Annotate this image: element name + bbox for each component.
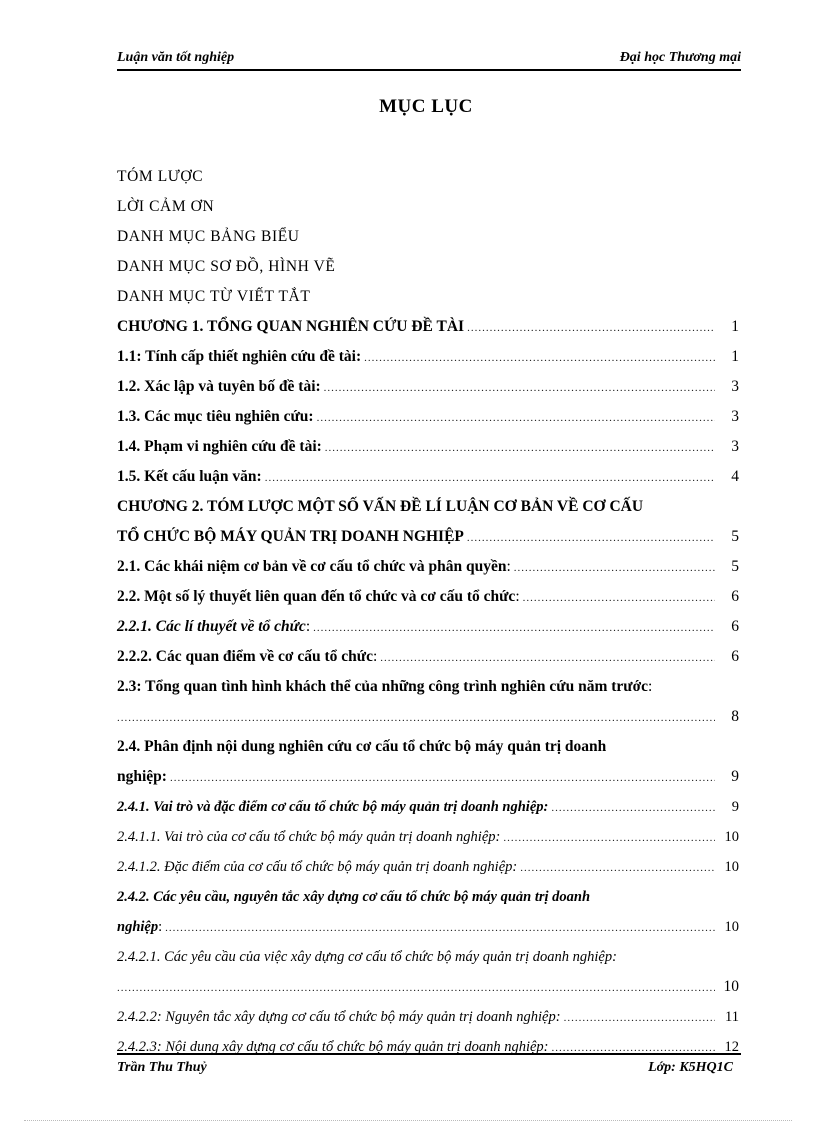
page-footer <box>117 1053 741 1075</box>
toc-page-number: 9 <box>731 768 739 785</box>
toc-entry-title: 1.1: Tính cấp thiết nghiên cứu đề tài: <box>117 348 362 365</box>
page-title: MỤC LỤC <box>379 96 473 117</box>
toc-entry-chapter-2-line1: CHƯƠNG 2. TÓM LƯỢC MỘT SỐ VẤN ĐỀ LÍ LUẬN CƠ BẢN VỀ CƠ CẤU <box>117 498 644 515</box>
toc-entry-1-2 <box>117 372 739 402</box>
header-left: Luận văn tốt nghiệp <box>117 50 235 65</box>
toc-entry-1-1 <box>117 342 739 372</box>
toc-entry-title: nghiệp <box>117 919 159 935</box>
toc-entry-title: CHƯƠNG 1. TỔNG QUAN NGHIÊN CỨU ĐỀ TÀI <box>117 318 465 335</box>
toc-entry-title: TỔ CHỨC BỘ MÁY QUẢN TRỊ DOANH NGHIỆP <box>117 528 464 545</box>
toc-entry-suffix: : <box>372 648 378 665</box>
toc-entry-2-2 <box>117 582 739 612</box>
toc-entry-title: 2.3: Tổng quan tình hình khách thể của những công trình nghiên cứu năm trước <box>117 678 649 695</box>
toc-entry-2-4-1 <box>117 792 739 822</box>
toc-page-number: 10 <box>724 829 739 845</box>
toc-entry-chapter-2 <box>117 522 739 552</box>
toc-front-summary: TÓM LƯỢC <box>117 168 204 185</box>
toc-entry-title: nghiệp: <box>117 768 167 785</box>
toc-entry-chapter-1 <box>117 312 739 342</box>
toc-entry-suffix: : <box>158 919 163 935</box>
toc-entry-2-2-1 <box>117 612 739 642</box>
toc-entry-2-2-2 <box>117 642 739 672</box>
page-bottom-divider <box>24 1120 792 1121</box>
toc-entry-2-3-line1 <box>117 672 739 702</box>
header-right: Đại học Thương mại <box>619 50 741 65</box>
toc-front-figures: DANH MỤC SƠ ĐỒ, HÌNH VẼ <box>117 258 336 275</box>
page-header <box>117 50 741 71</box>
toc-page-number: 11 <box>725 1009 739 1025</box>
toc-page-number: 5 <box>731 558 739 575</box>
toc-entry-title: 1.2. Xác lập và tuyên bố đề tài: <box>117 378 321 395</box>
toc-page-number: 3 <box>731 378 739 395</box>
toc-entry-title: 1.5. Kết cấu luận văn: <box>117 468 262 485</box>
toc-entry-2-4-2-line1: 2.4.2. Các yêu cầu, nguyên tắc xây dựng cơ cấu tổ chức bộ máy quản trị doanh <box>117 889 591 905</box>
footer-author: Trần Thu Thuỷ <box>117 1060 207 1075</box>
toc-page-number: 5 <box>731 528 739 545</box>
toc-page-number: 1 <box>731 318 739 335</box>
toc-entry-2-4-2-1-line1: 2.4.2.1. Các yêu cầu của việc xây dựng cơ cấu tổ chức bộ máy quản trị doanh nghiệp: <box>117 949 617 965</box>
toc-page-number: 10 <box>723 978 739 995</box>
toc-front-abbreviations: DANH MỤC TỪ VIẾT TẮT <box>117 288 311 305</box>
toc-page-number: 6 <box>731 618 739 635</box>
table-of-contents <box>117 162 739 1062</box>
toc-entry-title: 2.1. Các khái niệm cơ bản về cơ cấu tổ chức và phân quyền <box>117 558 507 575</box>
toc-entry-2-3 <box>117 702 739 732</box>
toc-entry-title: 1.3. Các mục tiêu nghiên cứu: <box>117 408 314 425</box>
toc-entry-title: 2.2.1. Các lí thuyết về tổ chức <box>117 618 306 635</box>
toc-entry-title: 2.4.2.2: Nguyên tắc xây dựng cơ cấu tổ chức bộ máy quản trị doanh nghiệp: <box>117 1009 561 1025</box>
toc-entry-2-4-2-1 <box>117 972 739 1002</box>
toc-page-number: 1 <box>731 348 739 365</box>
toc-page-number: 3 <box>731 438 739 455</box>
toc-entry-suffix: : <box>515 588 520 605</box>
toc-entry-suffix: : <box>305 618 311 635</box>
toc-entry-2-4-1-1 <box>117 822 739 852</box>
toc-front-tables: DANH MỤC BẢNG BIỂU <box>117 228 300 245</box>
toc-page-number: 3 <box>731 408 739 425</box>
toc-entry-1-4 <box>117 432 739 462</box>
toc-entry-title: 2.4.1. Vai trò và đặc điểm cơ cấu tổ chức bộ máy quản trị doanh nghiệp: <box>117 799 549 815</box>
toc-entry-title: 2.4.2.3: Nội dung xây dựng cơ cấu tổ chức bộ máy quản trị doanh nghiệp: <box>117 1039 549 1055</box>
toc-page-number: 10 <box>724 919 739 935</box>
toc-entry-title: 2.2.2. Các quan điểm về cơ cấu tổ chức <box>117 648 373 665</box>
toc-entry-title: 2.2. Một số lý thuyết liên quan đến tổ chức và cơ cấu tổ chức <box>117 588 516 605</box>
toc-entry-2-4-2-2 <box>117 1002 739 1032</box>
toc-entry-suffix: : <box>648 678 653 695</box>
toc-page-number: 12 <box>724 1039 739 1055</box>
toc-page-number: 4 <box>731 468 739 485</box>
toc-entry-2-4-1-2 <box>117 852 739 882</box>
toc-entry-2-4 <box>117 762 739 792</box>
toc-entry-title: 2.4.1.2. Đặc điểm của cơ cấu tổ chức bộ máy quản trị doanh nghiệp: <box>117 859 518 875</box>
toc-entry-title: 1.4. Phạm vi nghiên cứu đề tài: <box>117 438 322 455</box>
toc-entry-1-5 <box>117 462 739 492</box>
toc-entry-2-4-2 <box>117 912 739 942</box>
toc-entry-1-3 <box>117 402 739 432</box>
toc-front-thanks: LỜI CẢM ƠN <box>117 198 215 215</box>
toc-page-number: 8 <box>731 708 739 725</box>
toc-entry-2-1 <box>117 552 739 582</box>
footer-class: Lớp: K5HQ1C <box>648 1060 733 1075</box>
toc-page-number: 10 <box>724 859 739 875</box>
toc-page-number: 6 <box>731 588 739 605</box>
toc-entry-suffix: : <box>506 558 511 575</box>
toc-page-number: 6 <box>731 648 739 665</box>
toc-entry-title: 2.4.1.1. Vai trò của cơ cấu tổ chức bộ máy quản trị doanh nghiệp: <box>117 829 501 845</box>
toc-entry-2-4-line1: 2.4. Phân định nội dung nghiên cứu cơ cấu tổ chức bộ máy quản trị doanh <box>117 738 607 755</box>
toc-page-number: 9 <box>731 799 739 815</box>
